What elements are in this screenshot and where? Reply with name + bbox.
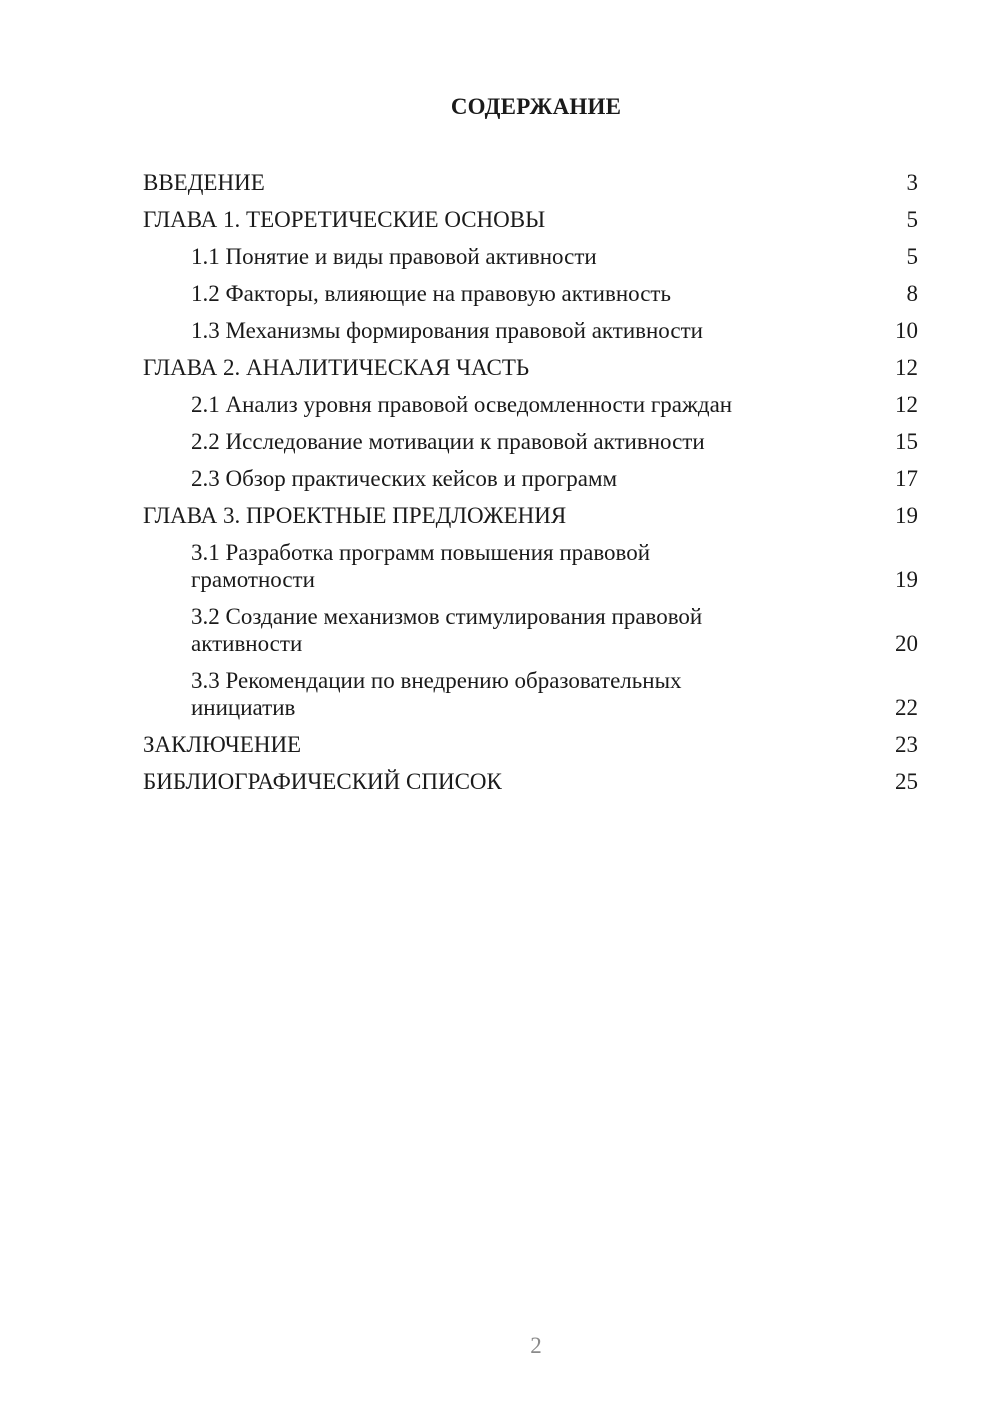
toc-entry-conclusion[interactable] [143, 731, 918, 758]
toc-entry-introduction[interactable] [143, 169, 918, 196]
toc-entry-label: БИБЛИОГРАФИЧЕСКИЙ СПИСОК [143, 769, 502, 794]
toc-entry-label: 3.1 Разработка программ повышения правовой грамотности [191, 540, 651, 592]
toc-entry-section-1-3[interactable] [143, 317, 918, 344]
toc-entry-page: 10 [895, 318, 918, 343]
toc-entry-section-3-2[interactable] [143, 603, 918, 657]
toc-entry-chapter-2[interactable] [143, 354, 918, 381]
toc-entry-label: ЗАКЛЮЧЕНИЕ [143, 732, 302, 757]
page-number: 2 [530, 1333, 542, 1358]
toc-entry-page: 3 [906, 170, 918, 195]
toc-entry-page: 23 [895, 732, 918, 757]
toc-entry-chapter-1[interactable] [143, 206, 918, 233]
toc-entry-page: 8 [906, 281, 918, 306]
toc-entry-label: 3.3 Рекомендации по внедрению образовательных инициатив [191, 668, 682, 720]
toc-entry-page: 15 [895, 429, 918, 454]
toc-entry-page: 5 [906, 207, 918, 232]
toc-entry-label: 2.3 Обзор практических кейсов и программ [191, 466, 618, 491]
toc-entry-label: ВВЕДЕНИЕ [143, 170, 265, 195]
table-of-contents [143, 169, 918, 805]
toc-entry-label: 2.2 Исследование мотивации к правовой активности [191, 429, 705, 454]
toc-entry-section-1-2[interactable] [143, 280, 918, 307]
toc-entry-page: 25 [895, 769, 918, 794]
toc-entry-chapter-3[interactable] [143, 502, 918, 529]
toc-entry-label: 1.1 Понятие и виды правовой активности [191, 244, 597, 269]
toc-entry-section-3-3[interactable] [143, 667, 918, 721]
toc-entry-page: 12 [895, 355, 918, 380]
toc-entry-section-2-2[interactable] [143, 428, 918, 455]
toc-entry-label: 1.2 Факторы, влияющие на правовую активность [191, 281, 671, 306]
toc-entry-page: 22 [895, 695, 918, 720]
toc-title: СОДЕРЖАНИЕ [450, 94, 622, 119]
toc-entry-label: ГЛАВА 3. ПРОЕКТНЫЕ ПРЕДЛОЖЕНИЯ [143, 503, 567, 528]
toc-entry-bibliography[interactable] [143, 768, 918, 795]
toc-entry-page: 19 [895, 503, 918, 528]
toc-entry-page: 19 [895, 567, 918, 592]
toc-entry-label: 2.1 Анализ уровня правовой осведомленности граждан [191, 392, 733, 417]
toc-entry-section-2-1[interactable] [143, 391, 918, 418]
toc-entry-label: ГЛАВА 1. ТЕОРЕТИЧЕСКИЕ ОСНОВЫ [143, 207, 546, 232]
toc-entry-label: 3.2 Создание механизмов стимулирования правовой активности [191, 604, 703, 656]
toc-entry-page: 12 [895, 392, 918, 417]
toc-entry-page: 17 [895, 466, 918, 491]
toc-entry-section-1-1[interactable] [143, 243, 918, 270]
toc-entry-label: ГЛАВА 2. АНАЛИТИЧЕСКАЯ ЧАСТЬ [143, 355, 530, 380]
toc-entry-page: 20 [895, 631, 918, 656]
toc-entry-page: 5 [906, 244, 918, 269]
toc-entry-section-3-1[interactable] [143, 539, 918, 593]
toc-entry-label: 1.3 Механизмы формирования правовой активности [191, 318, 703, 343]
toc-entry-section-2-3[interactable] [143, 465, 918, 492]
